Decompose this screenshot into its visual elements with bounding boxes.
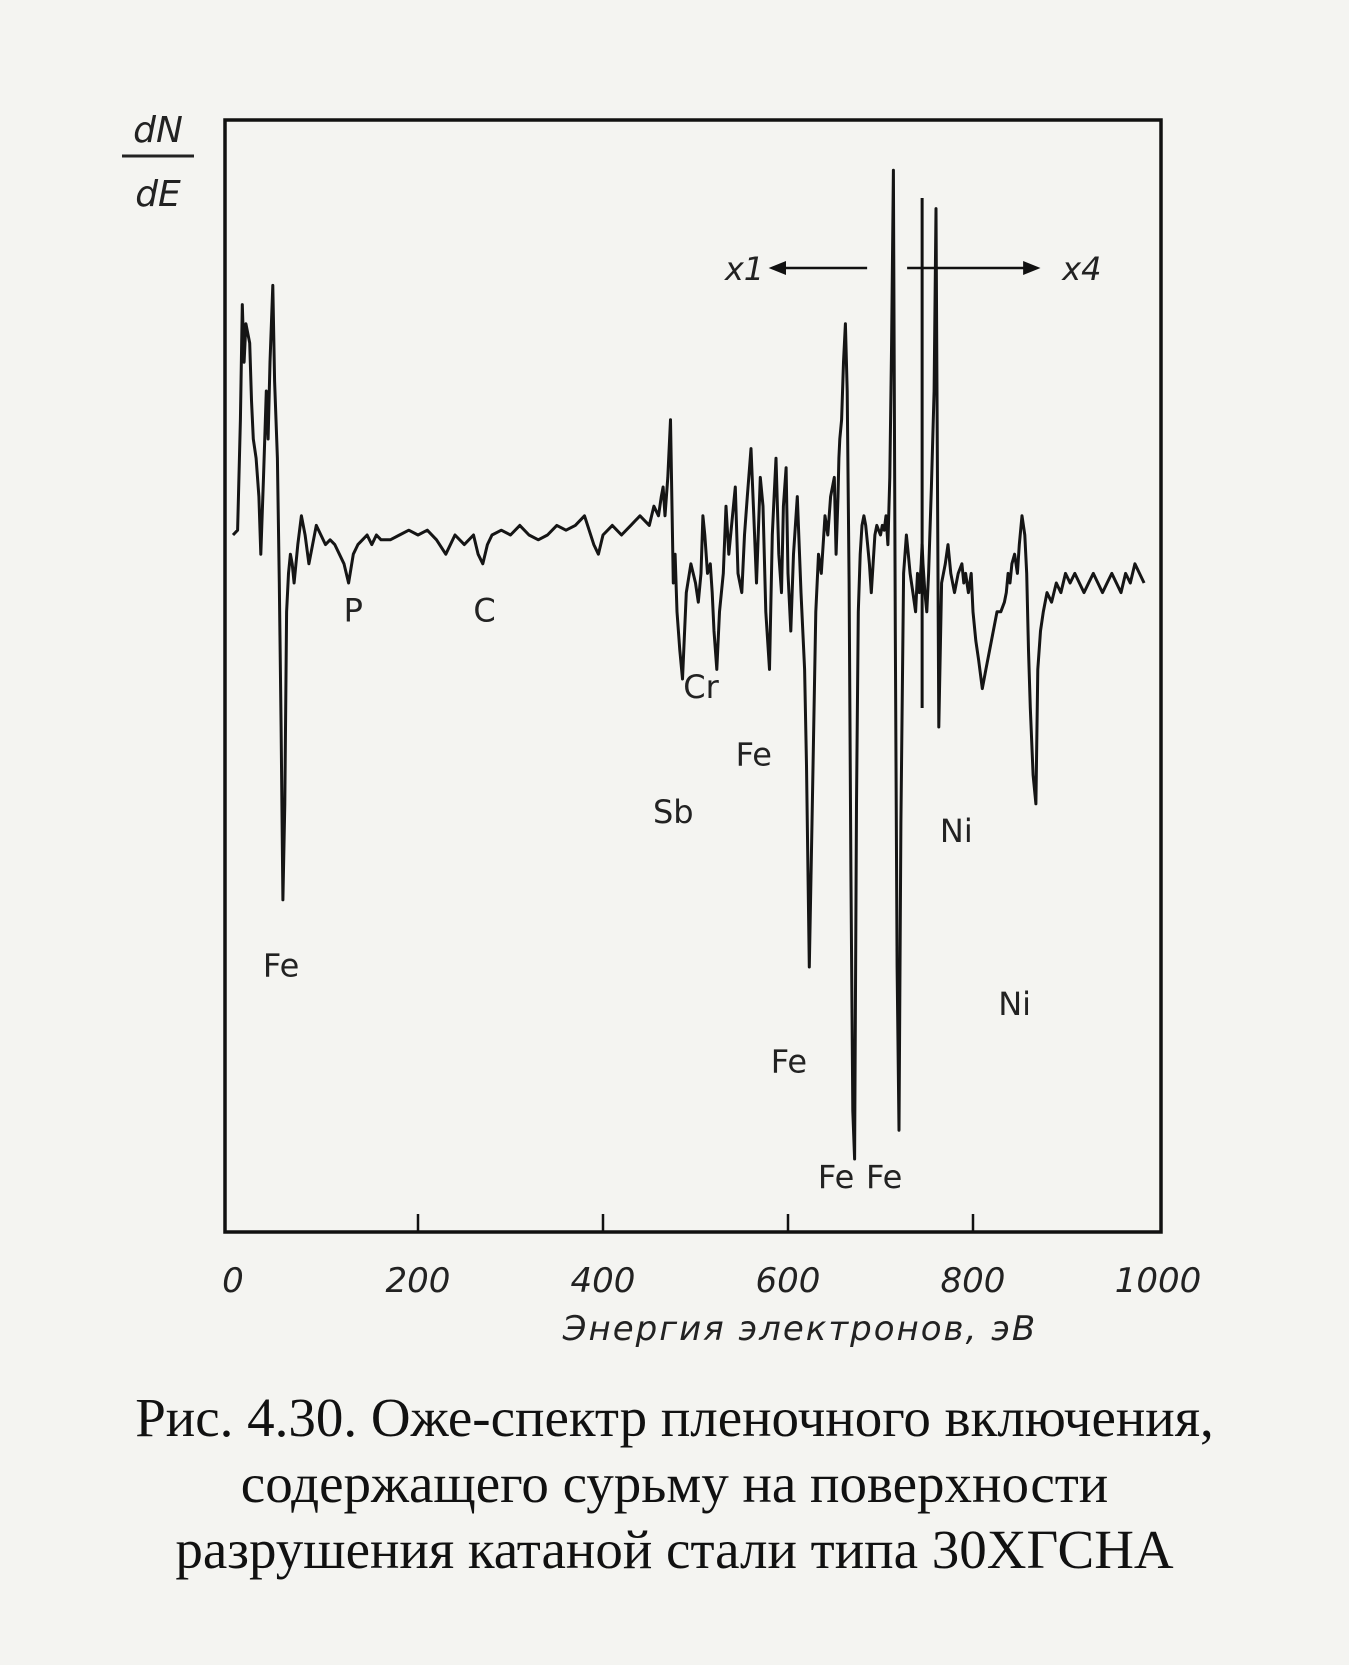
peak-label: Cr bbox=[683, 668, 719, 707]
y-label-numerator: dN bbox=[133, 110, 183, 151]
y-axis-label bbox=[122, 110, 194, 215]
x4-scale-label: x4 bbox=[1062, 250, 1102, 288]
figure-caption bbox=[0, 1385, 1349, 1583]
peak-label: P bbox=[343, 591, 363, 630]
peak-label: Fe bbox=[817, 1157, 855, 1196]
x-tick-label: 400 bbox=[570, 1261, 636, 1301]
peak-label: Fe bbox=[866, 1157, 903, 1196]
peak-label: Fe bbox=[770, 1042, 808, 1081]
x-tick-label: 600 bbox=[755, 1261, 821, 1301]
x-axis-ticks bbox=[222, 1214, 1201, 1301]
peak-label: Fe bbox=[735, 735, 772, 774]
peak-label: Ni bbox=[998, 985, 1032, 1023]
peak-label: C bbox=[473, 591, 496, 630]
x-tick-label: 800 bbox=[940, 1261, 1006, 1301]
x-axis-title: Энергия электронов, эВ bbox=[562, 1309, 1038, 1349]
peak-label: Sb bbox=[652, 793, 694, 831]
scale-annotations bbox=[724, 250, 1102, 288]
peak-label: Fe bbox=[262, 946, 300, 985]
caption-line-1: Рис. 4.30. Оже-спектр пленочного включения, bbox=[135, 1387, 1214, 1448]
x1-scale-label: x1 bbox=[724, 250, 765, 288]
x-tick-label: 200 bbox=[385, 1261, 451, 1301]
x-tick-label: 0 bbox=[222, 1261, 244, 1301]
peak-label: Ni bbox=[939, 812, 973, 851]
peak-labels bbox=[263, 591, 1031, 1195]
caption-line-3: разрушения катаной стали типа 30ХГСНА bbox=[175, 1519, 1174, 1580]
x-tick-label: 1000 bbox=[1114, 1261, 1202, 1301]
y-label-denominator: dE bbox=[135, 174, 181, 215]
caption-line-2: содержащего сурьму на поверхности bbox=[240, 1453, 1109, 1514]
